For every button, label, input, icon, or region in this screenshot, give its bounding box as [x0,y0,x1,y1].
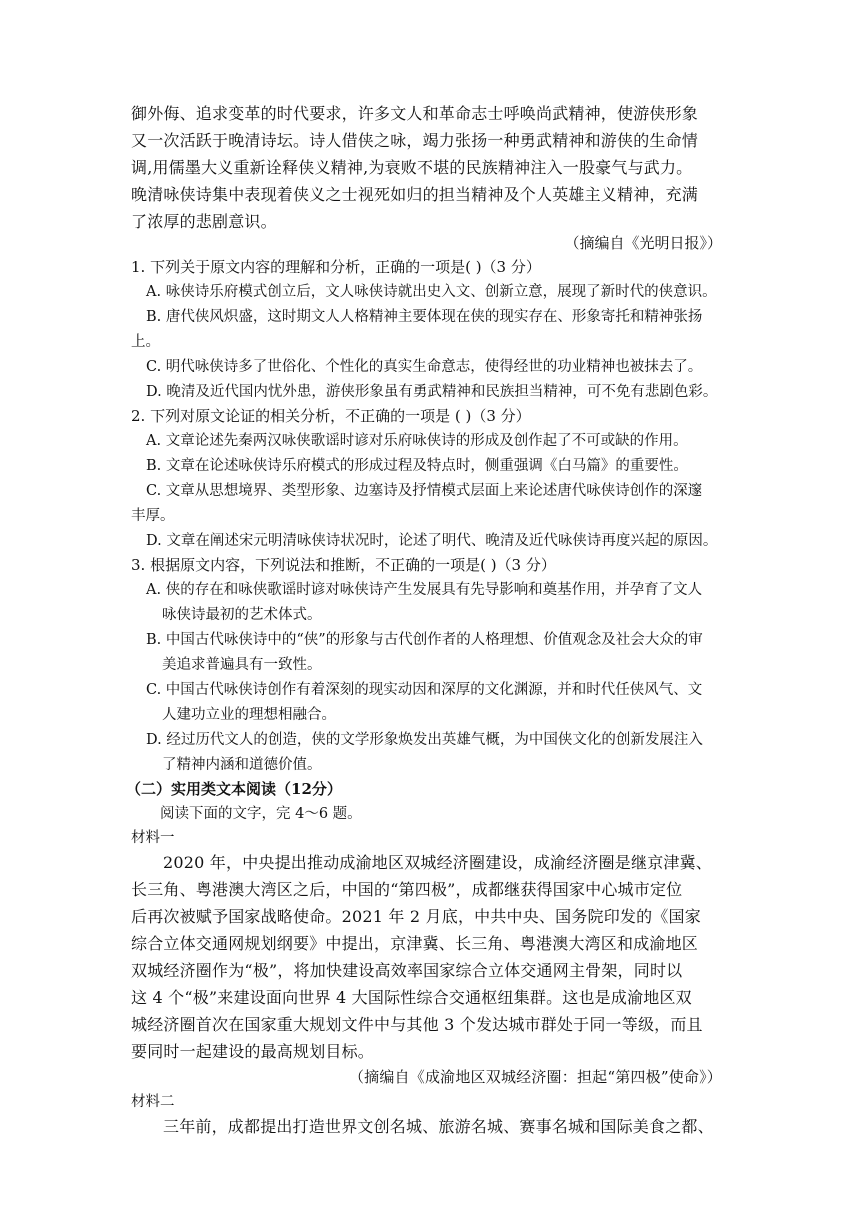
passage-source: （摘编自《光明日报》） [564,234,722,252]
material-1-line: 要同时一起建设的最高规划目标。 [131,1042,375,1061]
material-1-source: （摘编自《成渝地区双城经济圈：担起“第四极”使命》） [348,1068,722,1086]
passage-line: 晚清咏侠诗集中表现着侠义之士视死如归的担当精神及个人英雄主义精神，充满 [131,185,699,204]
question-2-option-c-cont: 丰厚。 [131,508,175,524]
question-3-option-a: A. 侠的存在和咏侠歌谣时谚对咏侠诗产生发展具有先导影响和奠基作用，并孕育了文人 [146,582,703,598]
passage-line: 了浓厚的悲剧意识。 [131,212,277,231]
section-instruction: 阅读下面的文字，完 4～6 题。 [160,806,362,822]
question-3-option-c-cont: 人建功立业的理想相融合。 [162,707,336,723]
question-3-stem: 3. 根据原文内容，下列说法和推断，不正确的一项是( )（3 分） [131,556,556,574]
question-1-option-a: A. 咏侠诗乐府模式创立后，文人咏侠诗就出史入文、创新立意，展现了新时代的侠意识。 [146,284,717,300]
material-1-line: 这 4 个“极”来建设面向世界 4 大国际性综合交通枢纽集群。这也是成渝地区双 [131,988,692,1007]
question-3-option-b-cont: 美追求普遍具有一致性。 [162,657,322,673]
passage-line: 御外侮、追求变革的时代要求，许多文人和革命志士呼唤尚武精神，使游侠形象 [131,104,699,123]
question-3-option-b: B. 中国古代咏侠诗中的“侠”的形象与古代创作者的人格理想、价值观念及社会大众的审 [146,632,703,648]
question-2-option-a: A. 文章论述先秦两汉咏侠歌谣时谚对乐府咏侠诗的形成及创作起了不可或缺的作用。 [146,433,688,449]
question-2-stem: 2. 下列对原文论证的相关分析，不正确的一项是 ( )（3 分） [131,407,531,425]
material-1-line: 2020 年，中央提出推动成渝地区双城经济圈建设，成渝经济圈是继京津冀、 [163,853,713,872]
material-1-line: 综合立体交通网规划纲要》中提出，京津冀、长三角、粤港澳大湾区和成渝地区 [131,934,699,953]
question-2-option-c: C. 文章从思想境界、类型形象、边塞诗及抒情模式层面上来论述唐代咏侠诗创作的深邃 [146,483,703,499]
question-3-option-d: D. 经过历代文人的创造，侠的文学形象焕发出英雄气概，为中国侠文化的创新发展注入 [146,732,703,748]
material-2-label: 材料二 [131,1094,175,1110]
section-heading: （二）实用类文本阅读（12分） [126,780,342,798]
material-1-line: 双城经济圈作为“极”，将加快建设高效率国家综合立体交通网主骨架，同时以 [131,961,683,980]
question-2-option-d: D. 文章在阐述宋元明清咏侠诗状况时，论述了明代、晚清及近代咏侠诗再度兴起的原因。 [146,533,718,549]
question-3-option-a-cont: 咏侠诗最初的艺术体式。 [162,607,322,623]
question-1-option-d: D. 晚清及近代国内忧外患，游侠形象虽有勇武精神和民族担当精神，可不免有悲剧色彩。 [146,384,718,400]
material-1-line: 后再次被赋予国家战略使命。2021 年 2 月底，中共中央、国务院印发的《国家 [131,907,701,926]
question-3-option-d-cont: 了精神内涵和道德价值。 [162,757,322,773]
question-1-option-c: C. 明代咏侠诗多了世俗化、个性化的真实生命意志，使得经世的功业精神也被抹去了。 [146,359,703,375]
material-2-line: 三年前，成都提出打造世界文创名城、旅游名城、赛事名城和国际美食之都、 [163,1117,714,1136]
passage-line: 又一次活跃于晚清诗坛。诗人借侠之咏，竭力张扬一种勇武精神和游侠的生命情 [131,131,699,150]
question-1-option-b-cont: 上。 [131,334,160,350]
question-1-option-b: B. 唐代侠风炽盛，这时期文人人格精神主要体现在侠的现实存在、形象寄托和精神张扬 [146,309,703,325]
question-2-option-b: B. 文章在论述咏侠诗乐府模式的形成过程及特点时，侧重强调《白马篇》的重要性。 [146,458,688,474]
material-1-line: 城经济圈首次在国家重大规划文件中与其他 3 个发达城市群处于同一等级，而且 [131,1015,703,1034]
material-1-line: 长三角、粤港澳大湾区之后，中国的“第四极”，成都继获得国家中心城市定位 [131,880,683,899]
passage-line: 调,用儒墨大义重新诠释侠义精神,为衰败不堪的民族精神注入一股豪气与武力。 [131,158,693,177]
question-3-option-c: C. 中国古代咏侠诗创作有着深刻的现实动因和深厚的文化渊源，并和时代任侠风气、文 [146,682,703,698]
question-1-stem: 1. 下列关于原文内容的理解和分析，正确的一项是( )（3 分） [131,258,541,276]
material-1-label: 材料一 [131,830,175,846]
